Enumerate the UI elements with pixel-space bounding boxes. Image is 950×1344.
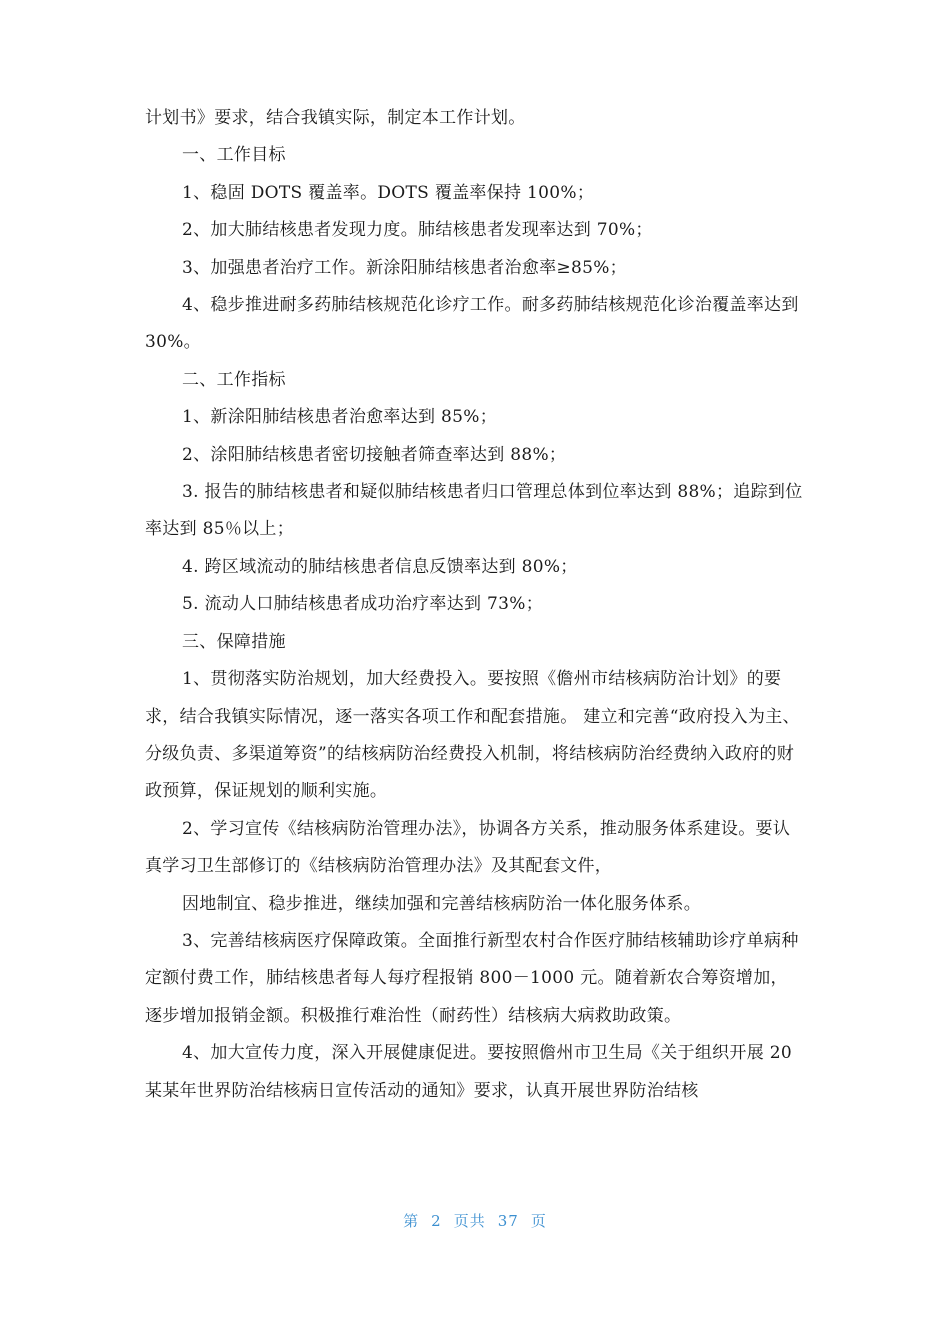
safeguard-item-1: 1、贯彻落实防治规划，加大经费投入。要按照《儋州市结核病防治计划》的要求，结合我镇实际情况，逐一落实各项工作和配套措施。 建立和完善“政府投入为主、分级负责、多渠道筹资”的结核病防治经费投入机制，将结核病防治经费纳入政府的财政预算，保证规划的顺利实施。 <box>145 669 800 802</box>
indicator-item-4: 4. 跨区域流动的肺结核患者信息反馈率达到 80%； <box>182 556 578 577</box>
footer-suffix: 页 <box>530 1212 547 1230</box>
safeguard-item-3: 3、完善结核病医疗保障政策。全面推行新型农村合作医疗肺结核辅助诊疗单病种定额付费工作，肺结核患者每人每疗程报销 800－1000 元。随着新农合筹资增加，逐步增加报销金额。积极推行难治性（耐药性）结核病大病救助政策。 <box>145 930 799 1026</box>
goal-item-4: 4、稳步推进耐多药肺结核规范化诊疗工作。耐多药肺结核规范化诊治覆盖率达到 30%。 <box>145 295 799 353</box>
page-footer <box>0 1210 950 1231</box>
footer-middle: 页共 <box>453 1212 486 1230</box>
goal-item-2: 2、加大肺结核患者发现力度。肺结核患者发现率达到 70%； <box>182 220 653 241</box>
indicator-item-3: 3. 报告的肺结核患者和疑似肺结核患者归口管理总体到位率达到 88%；追踪到位率达到 85％以上； <box>145 482 803 540</box>
indicator-item-1: 1、新涂阳肺结核患者治愈率达到 85%； <box>182 407 498 428</box>
footer-prefix: 第 <box>403 1212 420 1230</box>
heading-safeguards: 三、保障措施 <box>182 631 286 652</box>
footer-page-number: 2 <box>431 1212 442 1230</box>
safeguard-item-2-continued: 因地制宜、稳步推进，继续加强和完善结核病防治一体化服务体系。 <box>182 893 701 914</box>
goal-item-3: 3、加强患者治疗工作。新涂阳肺结核患者治愈率≥85%； <box>182 257 627 278</box>
paragraph-continuation: 计划书》要求，结合我镇实际，制定本工作计划。 <box>145 108 526 128</box>
safeguard-item-4: 4、加大宣传力度，深入开展健康促进。要按照儋州市卫生局《关于组织开展 20 某某年世界防治结核病日宣传活动的通知》要求，认真开展世界防治结核 <box>145 1043 792 1101</box>
indicator-item-5: 5. 流动人口肺结核患者成功治疗率达到 73%； <box>182 594 544 615</box>
goal-item-1: 1、稳固 DOTS 覆盖率。DOTS 覆盖率保持 100%； <box>182 182 595 203</box>
document-body <box>145 100 805 1110</box>
safeguard-item-2: 2、学习宣传《结核病防治管理办法》，协调各方关系，推动服务体系建设。要认真学习卫生部修订的《结核病防治管理办法》及其配套文件， <box>145 818 791 877</box>
heading-work-indicators: 二、工作指标 <box>182 369 286 390</box>
footer-total-pages: 37 <box>497 1212 519 1230</box>
indicator-item-2: 2、涂阳肺结核患者密切接触者筛查率达到 88%； <box>182 444 567 465</box>
heading-work-goals: 一、工作目标 <box>182 145 286 166</box>
